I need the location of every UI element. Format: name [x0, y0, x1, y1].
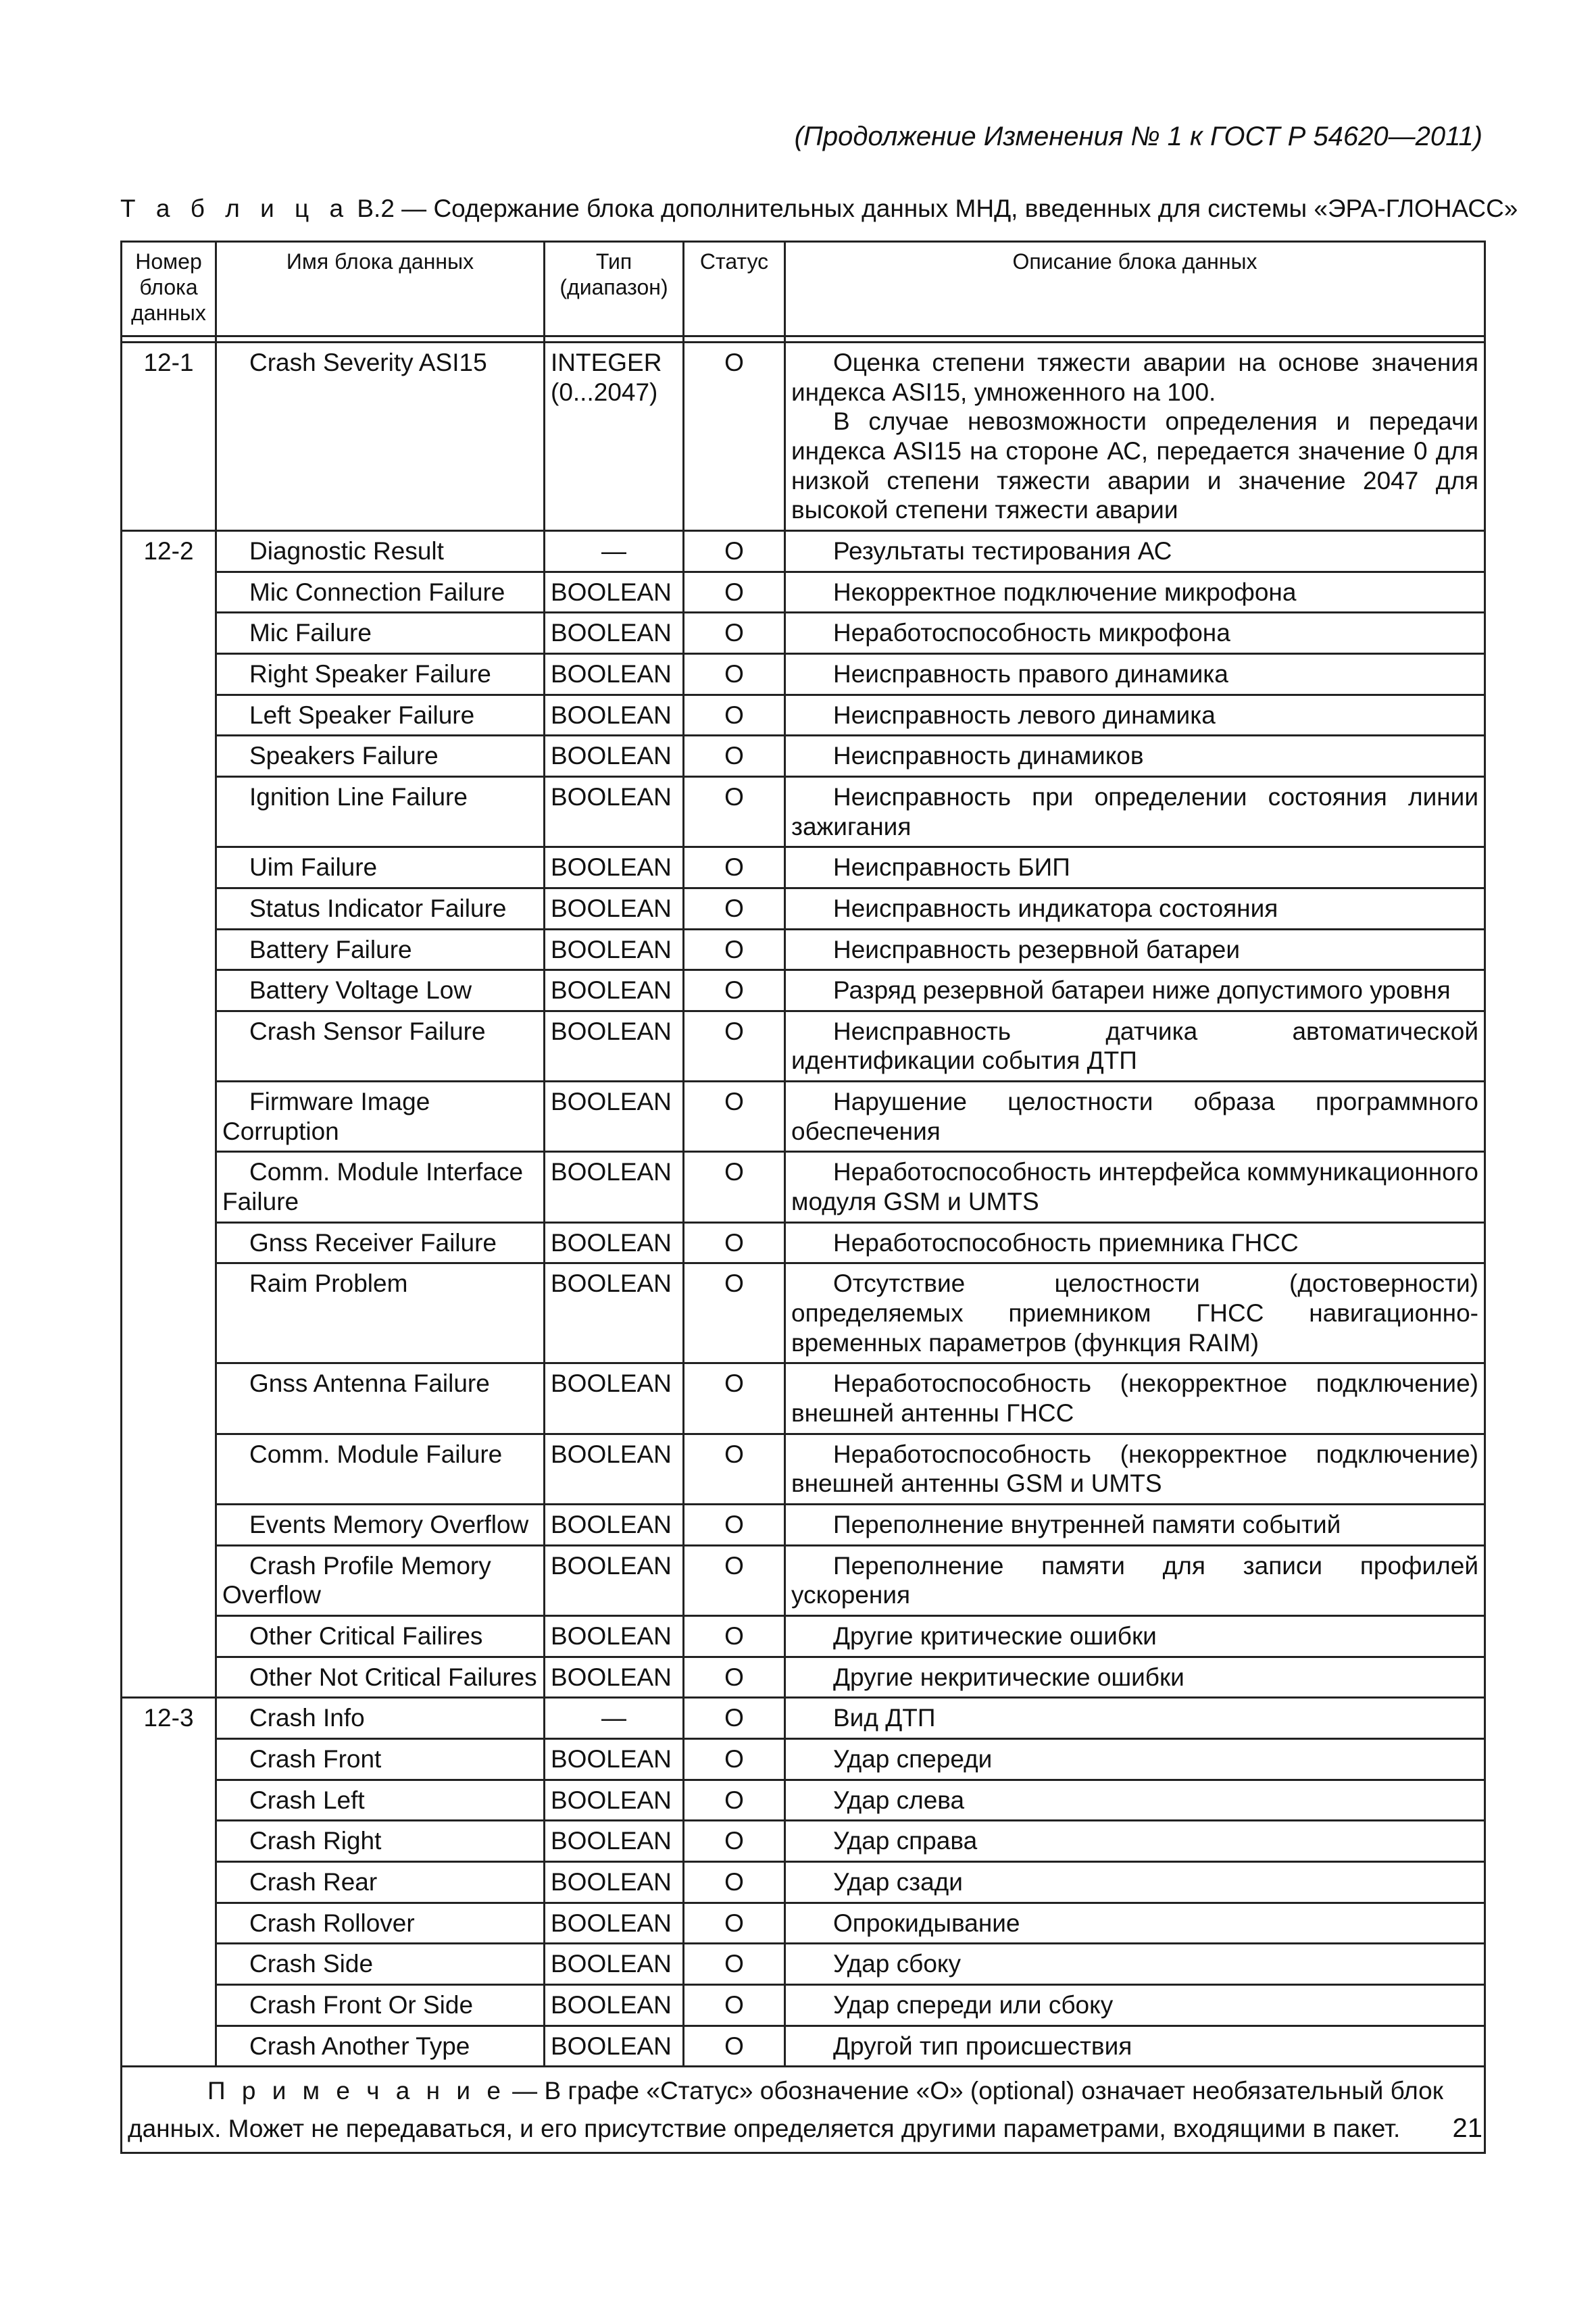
- table-row: [122, 776, 1485, 847]
- block-description: Неработоспособность приемника ГНСС: [833, 1228, 1299, 1257]
- block-description-cell: [785, 1505, 1485, 1546]
- block-status-cell: O: [684, 1984, 785, 2026]
- block-name: Other Critical Failires: [249, 1621, 483, 1650]
- block-description-cell: [785, 1222, 1485, 1263]
- block-type-cell: BOOLEAN: [545, 1657, 684, 1698]
- block-type-cell: BOOLEAN: [545, 776, 684, 847]
- block-description-cell: [785, 613, 1485, 654]
- block-type-cell: BOOLEAN: [545, 1152, 684, 1222]
- block-status-cell: O: [684, 1011, 785, 1081]
- block-type-cell: BOOLEAN: [545, 1821, 684, 1862]
- block-type-cell: BOOLEAN: [545, 1903, 684, 1944]
- block-number-cell: 12-1: [122, 343, 216, 531]
- block-description: Удар сбоку: [833, 1950, 962, 1978]
- block-status-cell: O: [684, 613, 785, 654]
- block-name-cell: [216, 1011, 545, 1081]
- block-name: Comm. Module Interface Failure: [222, 1158, 524, 1216]
- block-type-cell: BOOLEAN: [545, 695, 684, 736]
- table-row: [122, 1903, 1485, 1944]
- block-name: Crash Sensor Failure: [249, 1017, 486, 1045]
- block-status-cell: O: [684, 1738, 785, 1780]
- header-number: Номер блока данных: [122, 242, 216, 336]
- block-status-cell: O: [684, 530, 785, 572]
- table-row: [122, 1657, 1485, 1698]
- block-name-cell: [216, 1152, 545, 1222]
- page-header: (Продолжение Изменения № 1 к ГОСТ Р 54620—2011): [794, 122, 1482, 151]
- block-name: Comm. Module Failure: [249, 1440, 503, 1468]
- block-description-cell: [785, 776, 1485, 847]
- block-description: Удар сзади: [833, 1867, 963, 1896]
- table-body: [122, 343, 1485, 2067]
- block-description-cell: [785, 530, 1485, 572]
- block-status-cell: O: [684, 888, 785, 929]
- block-description-cell: [785, 653, 1485, 695]
- block-description: Разряд резервной батареи ниже допустимого уровня: [833, 976, 1451, 1005]
- block-type-cell: BOOLEAN: [545, 1944, 684, 1985]
- table-row: [122, 888, 1485, 929]
- block-status-cell: O: [684, 1545, 785, 1615]
- block-name-cell: [216, 1698, 545, 1739]
- caption-label: Т а б л и ц а: [120, 195, 351, 222]
- block-name-cell: [216, 1615, 545, 1657]
- block-name-cell: [216, 1082, 545, 1152]
- block-name: Firmware Image Corruption: [222, 1088, 430, 1145]
- block-description: Результаты тестирования АС: [833, 536, 1172, 565]
- note-row: [122, 2067, 1485, 2153]
- block-type-cell: BOOLEAN: [545, 1545, 684, 1615]
- block-name-cell: [216, 530, 545, 572]
- table-row: [122, 1082, 1485, 1152]
- block-type-cell: BOOLEAN: [545, 847, 684, 888]
- block-type-cell: BOOLEAN: [545, 1363, 684, 1434]
- block-name: Right Speaker Failure: [249, 659, 491, 688]
- table-row: [122, 1545, 1485, 1615]
- block-type-cell: BOOLEAN: [545, 1861, 684, 1903]
- block-type-cell: BOOLEAN: [545, 736, 684, 777]
- block-name-cell: [216, 1657, 545, 1698]
- block-description: Неработоспособность (некорректное подключение) внешней антенны GSM и UMTS: [791, 1440, 1478, 1498]
- data-blocks-table: [120, 241, 1486, 2154]
- block-status-cell: O: [684, 1082, 785, 1152]
- block-type-cell: BOOLEAN: [545, 1263, 684, 1363]
- block-description: Удар спереди: [833, 1744, 993, 1773]
- block-name: Speakers Failure: [249, 742, 439, 770]
- block-number-cell: 12-2: [122, 530, 216, 1697]
- block-name: Crash Info: [249, 1704, 365, 1732]
- block-type-cell: BOOLEAN: [545, 1738, 684, 1780]
- block-name-cell: [216, 1984, 545, 2026]
- block-description: Оценка степени тяжести аварии на основе значения индекса ASI15, умноженного на 100.: [791, 349, 1478, 406]
- block-description-continued: В случае невозможности определения и передачи индекса ASI15 на стороне АС, передается значение 0 для низкой степени тяжести аварии и значение 2047 для высокой степени тяжести аварии: [791, 407, 1478, 524]
- block-type-cell: BOOLEAN: [545, 1780, 684, 1821]
- note-text: — В графе «Статус» обозначение «O» (optional) означает необязательный блок данных. Может не передаваться, и его присутствие определяется другими параметрами, входящими в пакет.: [128, 2077, 1443, 2142]
- block-name-cell: [216, 1821, 545, 1862]
- block-name: Crash Profile Memory Overflow: [222, 1551, 491, 1609]
- block-name-cell: [216, 343, 545, 531]
- block-description: Некорректное подключение микрофона: [833, 578, 1297, 606]
- block-name-cell: [216, 1263, 545, 1363]
- block-status-cell: O: [684, 776, 785, 847]
- block-name: Status Indicator Failure: [249, 894, 507, 922]
- block-name: Gnss Receiver Failure: [249, 1228, 497, 1257]
- block-type-cell: —: [545, 1698, 684, 1739]
- block-description-cell: [785, 1434, 1485, 1504]
- table-row: [122, 1222, 1485, 1263]
- table-row: [122, 572, 1485, 613]
- table-row: [122, 2026, 1485, 2067]
- block-description: Неисправность индикатора состояния: [833, 894, 1278, 922]
- block-name: Crash Front: [249, 1744, 382, 1773]
- block-description: Неисправность динамиков: [833, 742, 1144, 770]
- block-description-cell: [785, 1738, 1485, 1780]
- block-type-cell: BOOLEAN: [545, 1615, 684, 1657]
- block-name: Crash Severity ASI15: [249, 349, 487, 376]
- block-name-cell: [216, 1780, 545, 1821]
- block-status-cell: O: [684, 1861, 785, 1903]
- table-row: [122, 1780, 1485, 1821]
- block-name-cell: [216, 736, 545, 777]
- block-type-cell: BOOLEAN: [545, 1082, 684, 1152]
- block-name: Mic Connection Failure: [249, 578, 505, 606]
- block-name: Left Speaker Failure: [249, 701, 475, 729]
- block-description: Неисправность левого динамика: [833, 701, 1216, 729]
- block-status-cell: O: [684, 1222, 785, 1263]
- block-description: Переполнение памяти для записи профилей ускорения: [791, 1551, 1478, 1609]
- block-type-cell: BOOLEAN: [545, 1011, 684, 1081]
- block-name: Other Not Critical Failures: [249, 1663, 537, 1691]
- block-description-cell: [785, 2026, 1485, 2067]
- table-row: [122, 1263, 1485, 1363]
- block-status-cell: O: [684, 1505, 785, 1546]
- caption-text: В.2 — Содержание блока дополнительных данных МНД, введенных для системы «ЭРА-ГЛОНАСС»: [350, 195, 1518, 222]
- block-description: Удар справа: [833, 1827, 978, 1855]
- table-caption: [120, 195, 1518, 223]
- block-description-cell: [785, 1263, 1485, 1363]
- block-type-cell: BOOLEAN: [545, 1984, 684, 2026]
- block-status-cell: O: [684, 1944, 785, 1985]
- table-row: [122, 530, 1485, 572]
- block-description: Неисправность правого динамика: [833, 659, 1228, 688]
- block-name-cell: [216, 776, 545, 847]
- block-status-cell: O: [684, 653, 785, 695]
- block-name: Diagnostic Result: [249, 536, 444, 565]
- block-status-cell: O: [684, 695, 785, 736]
- block-description-cell: [785, 1545, 1485, 1615]
- table-row: [122, 1984, 1485, 2026]
- block-name-cell: [216, 970, 545, 1011]
- block-name: Mic Failure: [249, 619, 372, 647]
- block-description-cell: [785, 970, 1485, 1011]
- block-status-cell: O: [684, 343, 785, 531]
- header-type: Тип (диапазон): [545, 242, 684, 336]
- block-description-cell: [785, 1780, 1485, 1821]
- block-name-cell: [216, 613, 545, 654]
- block-description: Другие критические ошибки: [833, 1621, 1157, 1650]
- block-description-cell: [785, 572, 1485, 613]
- block-description-cell: [785, 929, 1485, 970]
- page-number: 21: [1452, 2113, 1482, 2143]
- table-row: [122, 1861, 1485, 1903]
- block-name-cell: [216, 1903, 545, 1944]
- header-status: Статус: [684, 242, 785, 336]
- block-name: Crash Side: [249, 1950, 374, 1978]
- block-name-cell: [216, 1545, 545, 1615]
- block-status-cell: O: [684, 1698, 785, 1739]
- table-row: [122, 970, 1485, 1011]
- block-name-cell: [216, 888, 545, 929]
- table-row: [122, 1944, 1485, 1985]
- table-row: [122, 1698, 1485, 1739]
- table-row: [122, 695, 1485, 736]
- block-description-cell: [785, 847, 1485, 888]
- block-description: Неработоспособность (некорректное подключение) внешней антенны ГНСС: [791, 1369, 1478, 1428]
- table-row: [122, 1821, 1485, 1862]
- block-name-cell: [216, 929, 545, 970]
- block-name-cell: [216, 1222, 545, 1263]
- block-description: Нарушение целостности образа программного обеспечения: [791, 1088, 1478, 1145]
- block-name-cell: [216, 572, 545, 613]
- block-description: Другой тип происшествия: [833, 2032, 1132, 2060]
- block-name-cell: [216, 1505, 545, 1546]
- block-type-cell: BOOLEAN: [545, 572, 684, 613]
- block-name: Crash Left: [249, 1786, 365, 1814]
- block-description: Другие некритические ошибки: [833, 1663, 1184, 1691]
- block-type-cell: BOOLEAN: [545, 888, 684, 929]
- block-name: Crash Front Or Side: [249, 1990, 474, 2019]
- block-name-cell: [216, 1861, 545, 1903]
- block-description: Вид ДТП: [833, 1704, 936, 1732]
- block-name: Battery Failure: [249, 935, 412, 963]
- block-name-cell: [216, 653, 545, 695]
- table-row: [122, 1011, 1485, 1081]
- block-status-cell: O: [684, 847, 785, 888]
- block-description-cell: [785, 1984, 1485, 2026]
- block-type-cell: BOOLEAN: [545, 970, 684, 1011]
- block-type-cell: INTEGER (0...2047): [545, 343, 684, 531]
- block-status-cell: O: [684, 1657, 785, 1698]
- block-description: Опрокидывание: [833, 1909, 1020, 1937]
- block-description-cell: [785, 736, 1485, 777]
- block-description: Удар слева: [833, 1786, 965, 1814]
- block-type-cell: —: [545, 530, 684, 572]
- block-name: Ignition Line Failure: [249, 782, 468, 811]
- block-description: Неисправность при определении состояния линии зажигания: [791, 782, 1478, 840]
- block-description: Неисправность датчика автоматической идентификации события ДТП: [791, 1017, 1478, 1075]
- block-type-cell: BOOLEAN: [545, 1222, 684, 1263]
- block-type-cell: BOOLEAN: [545, 929, 684, 970]
- block-name: Uim Failure: [249, 853, 378, 882]
- block-status-cell: O: [684, 1263, 785, 1363]
- block-name-cell: [216, 1738, 545, 1780]
- block-name-cell: [216, 1944, 545, 1985]
- block-description-cell: [785, 1363, 1485, 1434]
- block-status-cell: O: [684, 2026, 785, 2067]
- block-description-cell: [785, 343, 1485, 531]
- table-header-row: [122, 242, 1485, 336]
- table-row: [122, 1363, 1485, 1434]
- block-description: Неработоспособность микрофона: [833, 619, 1230, 647]
- table-row: [122, 653, 1485, 695]
- block-description: Переполнение внутренней памяти событий: [833, 1511, 1341, 1538]
- block-name-cell: [216, 1434, 545, 1504]
- block-name: Crash Another Type: [249, 2032, 470, 2060]
- block-type-cell: BOOLEAN: [545, 613, 684, 654]
- block-name-cell: [216, 1363, 545, 1434]
- block-description: Неисправность БИП: [833, 853, 1070, 882]
- block-description: Неработоспособность интерфейса коммуникационного модуля GSM и UMTS: [791, 1158, 1478, 1216]
- block-name: Crash Rollover: [249, 1909, 415, 1937]
- block-description-cell: [785, 1821, 1485, 1862]
- table-row: [122, 929, 1485, 970]
- header-description: Описание блока данных: [785, 242, 1485, 336]
- block-status-cell: O: [684, 1152, 785, 1222]
- table-note: [122, 2067, 1485, 2153]
- block-description-cell: [785, 1152, 1485, 1222]
- block-description-cell: [785, 1011, 1485, 1081]
- block-status-cell: O: [684, 1615, 785, 1657]
- block-type-cell: BOOLEAN: [545, 653, 684, 695]
- table-row: [122, 343, 1485, 531]
- block-name: Events Memory Overflow: [249, 1511, 529, 1538]
- block-type-cell: BOOLEAN: [545, 1434, 684, 1504]
- block-description: Отсутствие целостности (достоверности) определяемых приемником ГНСС навигационно-временных параметров (функция RAIM): [791, 1269, 1478, 1357]
- block-description-cell: [785, 1698, 1485, 1739]
- header-separator: [122, 336, 1485, 343]
- block-description: Удар спереди или сбоку: [833, 1990, 1114, 2019]
- block-status-cell: O: [684, 1434, 785, 1504]
- table-row: [122, 1738, 1485, 1780]
- table-row: [122, 1615, 1485, 1657]
- block-description-cell: [785, 888, 1485, 929]
- block-name: Battery Voltage Low: [249, 976, 472, 1005]
- block-description-cell: [785, 1944, 1485, 1985]
- block-description: Неисправность резервной батареи: [833, 935, 1241, 963]
- table-row: [122, 847, 1485, 888]
- block-name-cell: [216, 695, 545, 736]
- block-status-cell: O: [684, 572, 785, 613]
- table-row: [122, 613, 1485, 654]
- block-status-cell: O: [684, 736, 785, 777]
- table-row: [122, 1152, 1485, 1222]
- block-name-cell: [216, 847, 545, 888]
- table-row: [122, 1434, 1485, 1504]
- block-name: Raim Problem: [249, 1269, 408, 1298]
- block-status-cell: O: [684, 1821, 785, 1862]
- block-description-cell: [785, 1903, 1485, 1944]
- block-description-cell: [785, 1657, 1485, 1698]
- table-row: [122, 736, 1485, 777]
- block-description-cell: [785, 1861, 1485, 1903]
- block-name-cell: [216, 2026, 545, 2067]
- note-label: П р и м е ч а н и е: [207, 2077, 505, 2105]
- block-status-cell: O: [684, 1780, 785, 1821]
- block-name: Gnss Antenna Failure: [249, 1369, 490, 1398]
- table-row: [122, 1505, 1485, 1546]
- block-description-cell: [785, 1082, 1485, 1152]
- block-name: Crash Rear: [249, 1867, 378, 1896]
- block-type-cell: BOOLEAN: [545, 1505, 684, 1546]
- block-name: Crash Right: [249, 1827, 382, 1855]
- block-status-cell: O: [684, 929, 785, 970]
- block-type-cell: BOOLEAN: [545, 2026, 684, 2067]
- block-status-cell: O: [684, 970, 785, 1011]
- block-description-cell: [785, 695, 1485, 736]
- block-number-cell: 12-3: [122, 1698, 216, 2067]
- header-name: Имя блока данных: [216, 242, 545, 336]
- block-status-cell: O: [684, 1903, 785, 1944]
- block-status-cell: O: [684, 1363, 785, 1434]
- block-description-cell: [785, 1615, 1485, 1657]
